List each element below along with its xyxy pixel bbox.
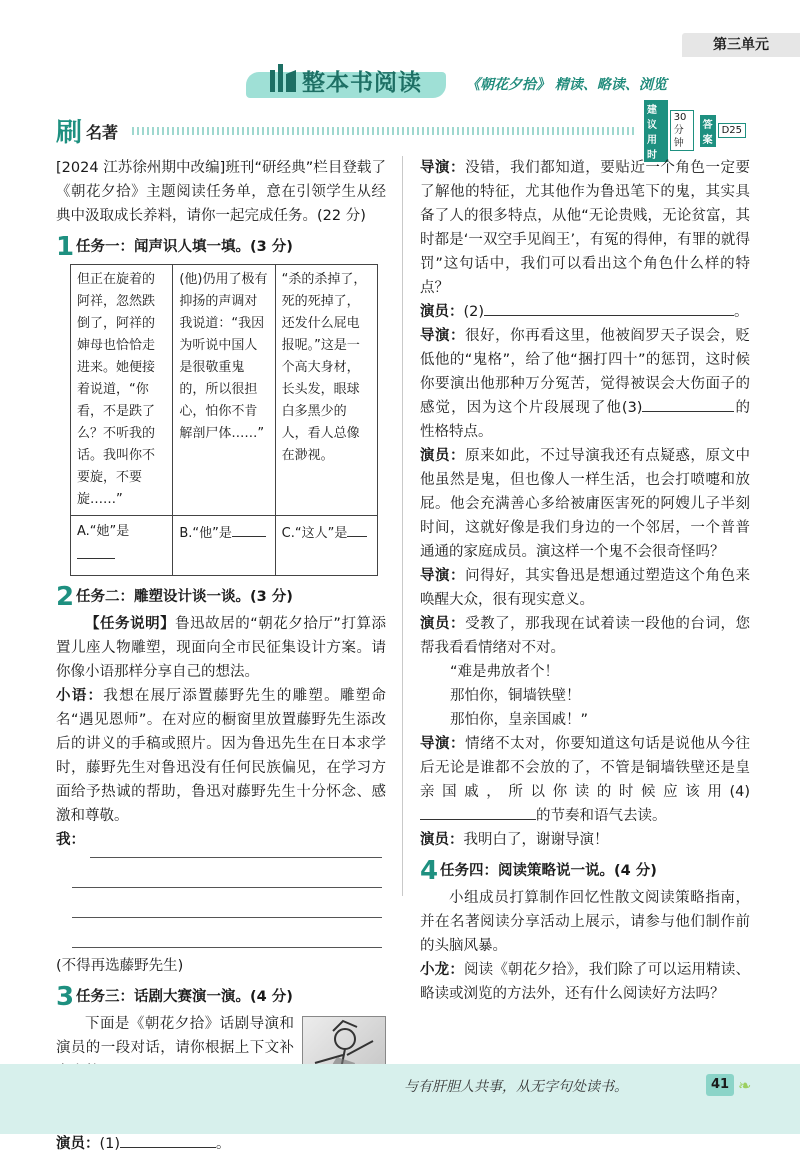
answer-label: B.“他”是	[179, 526, 232, 541]
speaker-label: 小龙：	[420, 962, 465, 978]
footer	[0, 1064, 800, 1134]
speaker-text: 的节奏和语气去读。	[536, 808, 667, 824]
desc-text: 鲁迅故居的“朝花夕拾厅”打算添置儿座人物雕塑，现面向全市民征集设计方案。请你像小语那样分享自己的想法。	[56, 616, 386, 680]
banner-subtitle: 《朝花夕拾》 精读、略读、浏览	[466, 77, 667, 93]
answer-label: 答案	[700, 115, 716, 147]
blank-number: (2)	[463, 304, 485, 320]
speaker-label: 导演：	[420, 328, 466, 344]
speaker-text: 情绪不太对，你要知道这句话是说他从今往后无论是谁都不会放的了，不管是铜墙铁壁还是皇亲国戚，所以你读的时候应该用	[420, 736, 751, 800]
quote-table	[70, 264, 378, 576]
task1-heading	[56, 234, 386, 260]
answer-lines[interactable]	[56, 834, 386, 948]
answer-line[interactable]	[90, 834, 382, 858]
time-value: 30 分钟	[670, 110, 694, 151]
answer-blank[interactable]	[642, 396, 734, 412]
table-row	[71, 265, 378, 516]
dialogue-line	[420, 444, 750, 564]
section-bar	[56, 104, 746, 161]
answer-blank[interactable]	[232, 521, 266, 537]
blank-number: (3)	[621, 400, 643, 416]
speaker-text: 原来如此，不过导演我还有点疑惑，原文中他虽然是鬼，但也像人一样生活，也会打喷嚏和放屁。他会充满善心多给被庸医害死的阿嫂儿子半刻时间，这就好像是我们身边的一个邻居，一个普普通通的家庭成员。演这样一个鬼不会很奇怪吗？	[420, 448, 751, 560]
leaf-icon: ❧	[738, 1076, 752, 1095]
blank-number: (1)	[99, 1136, 121, 1152]
banner-title: 整本书阅读	[302, 70, 422, 96]
speaker-label: 演员：	[420, 832, 464, 848]
task2-note: (不得再选藤野先生)	[56, 958, 184, 974]
page-number: 41	[706, 1074, 734, 1096]
time-box	[644, 104, 746, 161]
table-cell: 但正在旋着的阿祥，忽然跌倒了，阿祥的婶母也恰恰走进来。她便接着说道，“你看，不是跌了么？不听我的话。我叫你不要旋，不要旋……”	[71, 265, 173, 516]
task-title: 任务一：闻声识人填一填。(3 分)	[76, 239, 293, 255]
section-label: 名著	[86, 123, 119, 142]
blank-number: (4)	[729, 784, 750, 800]
task-title: 任务三：话剧大赛演一演。(4 分)	[76, 989, 293, 1005]
answer-line[interactable]	[72, 858, 382, 888]
answer-blank[interactable]	[77, 543, 115, 559]
left-column	[56, 156, 386, 1156]
xiaoyu-paragraph	[56, 684, 386, 828]
dialogue-line	[420, 612, 750, 660]
task-number: 3	[56, 982, 75, 1012]
speaker-text: 我明白了，谢谢导演！	[463, 832, 609, 848]
dialogue-line	[420, 732, 750, 828]
task-title: 任务二：雕塑设计谈一谈。(3 分)	[76, 589, 293, 605]
answer-cell-a[interactable]	[71, 516, 173, 576]
speaker-label: 导演：	[420, 736, 466, 752]
section-glyph: 刷	[56, 118, 83, 148]
speaker-text: 问得好，其实鲁迅是想通过塑造这个角色来唤醒大众，很有现实意义。	[420, 568, 751, 608]
answer-cell-b[interactable]	[173, 516, 275, 576]
table-row	[71, 516, 378, 576]
column-divider	[402, 156, 403, 896]
answer-blank[interactable]	[420, 804, 536, 820]
speaker-label: 小语：	[56, 688, 104, 704]
speaker-text: 没错，我们都知道，要贴近一个角色一定要了解他的特征，尤其他作为鲁迅笔下的鬼，其实具备了人的很多特点，从他“无论贵贱，无论贫富，其时都是‘一双空手见阎王’，有冤的得伸，有罪的就得罚”这句话中，我们可以看出这个角色什么样的特点？	[420, 160, 751, 296]
dialogue-line	[420, 828, 750, 852]
dotted-divider	[132, 127, 634, 135]
quote-line: 那怕你，皇亲国戚！”	[450, 712, 589, 728]
task-number: 2	[56, 582, 75, 612]
actor-line: 演员：(1) 。	[56, 1132, 386, 1156]
dialogue-line: 演员：(2) 。	[420, 300, 750, 324]
speaker-label: 导演：	[420, 568, 466, 584]
task-number: 4	[420, 856, 439, 886]
speaker-text: 的性格特点。	[420, 400, 751, 440]
dialogue-line	[420, 156, 750, 300]
answer-blank[interactable]	[347, 521, 367, 537]
intro-paragraph: [2024 江苏徐州期中改编]班刊“研经典”栏目登载了《朝花夕拾》主题阅读任务单，意在引领学生从经典中汲取成长养料，请你一起完成任务。(22 分)	[56, 160, 386, 224]
desc-label: 【任务说明】	[85, 616, 176, 632]
speaker-text: 我想在展厅添置藤野先生的雕塑。雕塑命名“遇见恩师”。在对应的橱窗里放置藤野先生添改后的讲义的手稿或照片。因为鲁迅先生在日本求学时，藤野先生对鲁迅没有任何民族偏见，在学习方面给予热诚的帮助，鲁迅对藤野先生十分怀念、感激和尊敬。	[56, 688, 387, 824]
speaker-label: 演员：	[56, 1136, 100, 1152]
task3-intro: 下面是《朝花夕拾》话剧导演和演员的一段对话，请你根据上下文补	[56, 1016, 294, 1056]
dialogue-line	[420, 564, 750, 612]
quote-line: “难是弗放者个！	[450, 664, 560, 680]
right-column	[420, 156, 750, 1006]
task-title: 任务四：阅读策略说一说。(4 分)	[440, 863, 657, 879]
dialogue-line	[420, 324, 750, 444]
banner	[232, 62, 447, 100]
xiaolong-line	[420, 958, 750, 1006]
speaker-text: 阅读《朝花夕拾》，我们除了可以运用精读、略读或浏览的方法外，还有什么阅读好方法吗？	[420, 962, 751, 1002]
footer-motto: 与有肝胆人共事，从无字句处读书。	[404, 1079, 628, 1095]
speaker-text: 受教了，那我现在试着读一段他的台词，您帮我看看情绪对不对。	[420, 616, 751, 656]
answer-blank[interactable]	[484, 300, 734, 316]
table-cell: (他)仍用了极有抑扬的声调对我说道：“我因为听说中国人是很敬重鬼的，所以很担心，怕你不肯解剖尸体……”	[173, 265, 275, 516]
answer-label: A.“她”是	[77, 524, 130, 539]
book-logo-icon	[268, 62, 298, 96]
speaker-label: 演员：	[420, 616, 466, 632]
me-label: 我：	[56, 832, 85, 848]
speaker-label: 演员：	[420, 304, 464, 320]
answer-label: C.“这人”是	[281, 526, 348, 541]
answer-cell-c[interactable]	[275, 516, 377, 576]
answer-value: D25	[718, 123, 746, 138]
task-number: 1	[56, 232, 75, 262]
task3-heading	[56, 984, 386, 1010]
table-cell: “杀的杀掉了，死的死掉了，还发什么屁电报呢。”这是一个高大身材，长头发，眼球白多黑少的人，看人总像在渺视。	[275, 265, 377, 516]
speaker-text: 很好，你再看这里，他被阎罗天子误会，贬低他的“鬼格”，给了他“捆打四十”的惩罚，这时候你要演出他那种万分冤苦，觉得被误会大伤面子的感觉，因为这个片段展现了他	[420, 328, 751, 416]
task2-heading	[56, 584, 386, 610]
answer-line[interactable]	[72, 918, 382, 948]
speaker-label: 导演：	[420, 160, 466, 176]
unit-tag: 第三单元	[682, 33, 800, 57]
task2-description	[56, 612, 386, 684]
time-label: 建议用时	[644, 100, 668, 162]
quote-line: 那怕你，铜墙铁壁！	[450, 688, 581, 704]
speaker-label: 演员：	[420, 448, 466, 464]
task4-heading	[420, 858, 750, 884]
task4-intro: 小组成员打算制作回忆性散文阅读策略指南，并在名著阅读分享活动上展示，请参与他们制作前的头脑风暴。	[420, 890, 750, 954]
answer-blank[interactable]	[120, 1132, 216, 1148]
answer-line[interactable]	[72, 888, 382, 918]
